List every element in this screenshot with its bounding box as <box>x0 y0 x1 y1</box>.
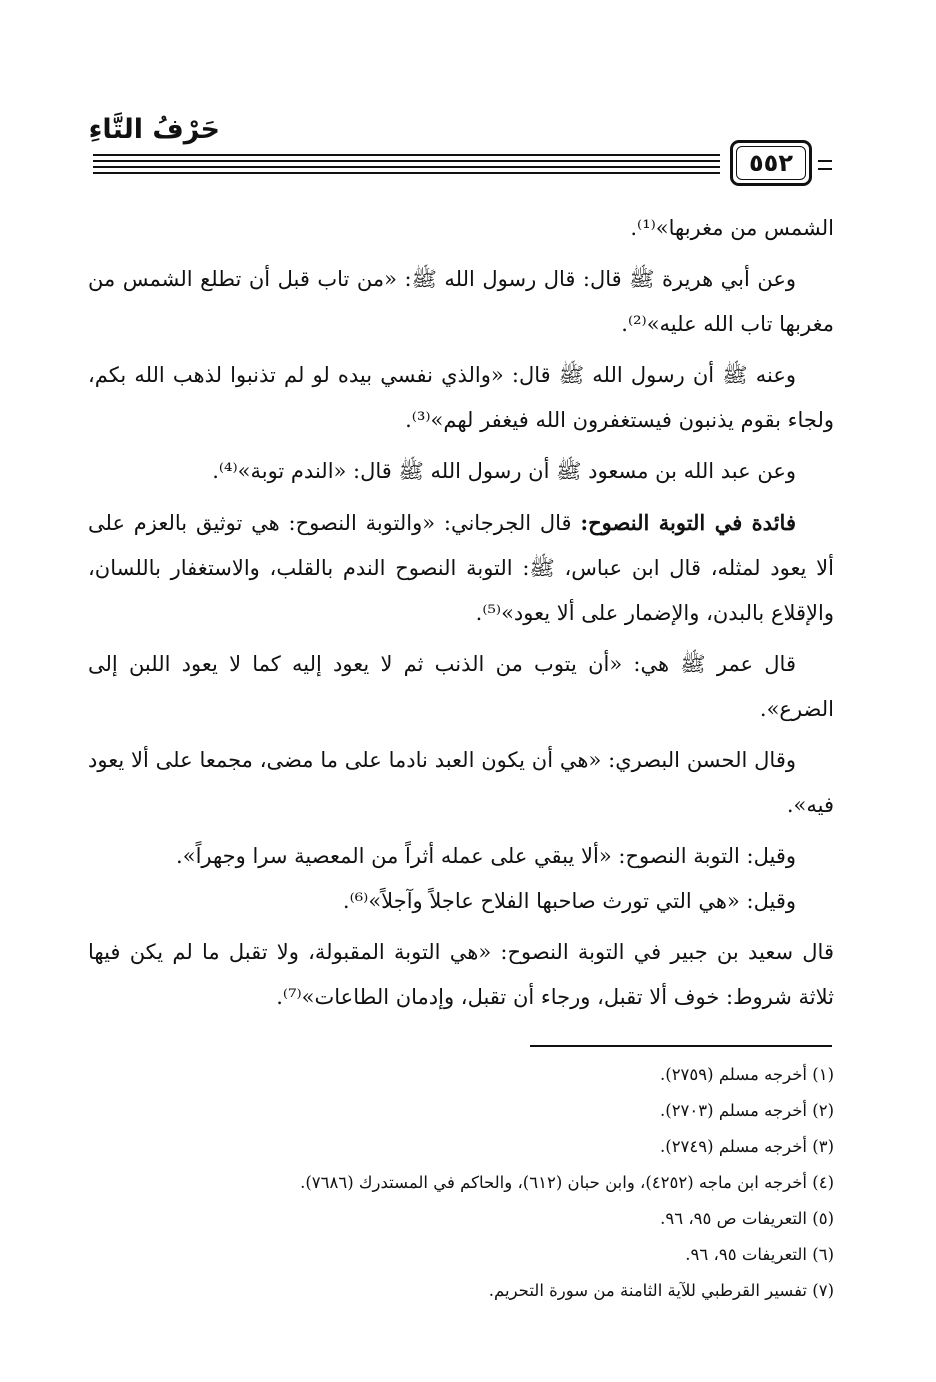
paragraph: قال عمر ﷺ هي: «أن يتوب من الذنب ثم لا يعود إليه كما لا يعود اللبن إلى الضرع». <box>88 652 834 721</box>
paragraph: وقيل: «هي التي تورث صاحبها الفلاح عاجلاً وآجلاً»⁽⁶⁾. <box>342 889 796 913</box>
footnote: (٦) التعريفات ٩٥، ٩٦. <box>685 1245 834 1264</box>
paragraph: قال سعيد بن جبير في التوبة النصوح: «هي التوبة المقبولة، ولا تقبل ما لم يكن فيها ثلاثة شروط: خوف ألا تقبل، ورجاء أن تقبل، وإدمان الطاعات»⁽⁷⁾. <box>88 940 834 1009</box>
header-ornament <box>818 158 832 172</box>
paragraph: وقيل: التوبة النصوح: «ألا يبقي على عمله أثراً من المعصية سرا وجهراً». <box>176 844 796 868</box>
header-rule <box>93 154 720 156</box>
footnote: (٥) التعريفات ص ٩٥، ٩٦. <box>660 1209 834 1228</box>
main-text <box>88 206 834 1020</box>
paragraph-text: قال الجرجاني: «والتوبة النصوح: هي توثيق بالعزم على ألا يعود لمثله، قال ابن عباس، ﷺ: التوبة النصوح الندم بالقلب، والاستغفار باللسان، والإقلاع بالبدن، والإضمار على ألا يعود»⁽⁵⁾. <box>88 511 834 625</box>
footnote: (٧) تفسير القرطبي للآية الثامنة من سورة التحريم. <box>488 1281 834 1300</box>
paragraph <box>88 500 834 636</box>
paragraph: وعن أبي هريرة ﷺ قال: قال رسول الله ﷺ: «من تاب قبل أن تطلع الشمس من مغربها تاب الله عليه»⁽²⁾. <box>88 267 834 336</box>
footnotes <box>140 1057 834 1309</box>
footnote: (١) أخرجه مسلم (٢٧٥٩). <box>660 1065 834 1084</box>
header-rule <box>93 172 720 174</box>
footnote-separator <box>530 1045 832 1047</box>
page-number: ٥٥٢ <box>730 140 812 186</box>
section-heading: فائدة في التوبة النصوح: <box>580 510 796 535</box>
footnote: (٤) أخرجه ابن ماجه (٤٢٥٢)، وابن حبان (٦١٢)، والحاكم في المستدرك (٧٦٨٦). <box>300 1173 834 1192</box>
header-rule <box>93 166 720 168</box>
chapter-title: حَرْفُ التَّاءِ <box>88 114 220 145</box>
footnote: (٢) أخرجه مسلم (٢٧٠٣). <box>660 1101 834 1120</box>
header-rule <box>93 160 720 162</box>
footnote: (٣) أخرجه مسلم (٢٧٤٩). <box>660 1137 834 1156</box>
paragraph: وقال الحسن البصري: «هي أن يكون العبد نادما على ما مضى، مجمعا على ألا يعود فيه». <box>88 748 834 817</box>
paragraph: الشمس من مغربها»⁽¹⁾. <box>630 216 834 240</box>
paragraph: وعنه ﷺ أن رسول الله ﷺ قال: «والذي نفسي بيده لو لم تذنبوا لذهب الله بكم، ولجاء بقوم يذنبون فيستغفرون الله فيغفر لهم»⁽³⁾. <box>88 363 834 432</box>
paragraph: وعن عبد الله بن مسعود ﷺ أن رسول الله ﷺ قال: «الندم توبة»⁽⁴⁾. <box>212 459 796 483</box>
